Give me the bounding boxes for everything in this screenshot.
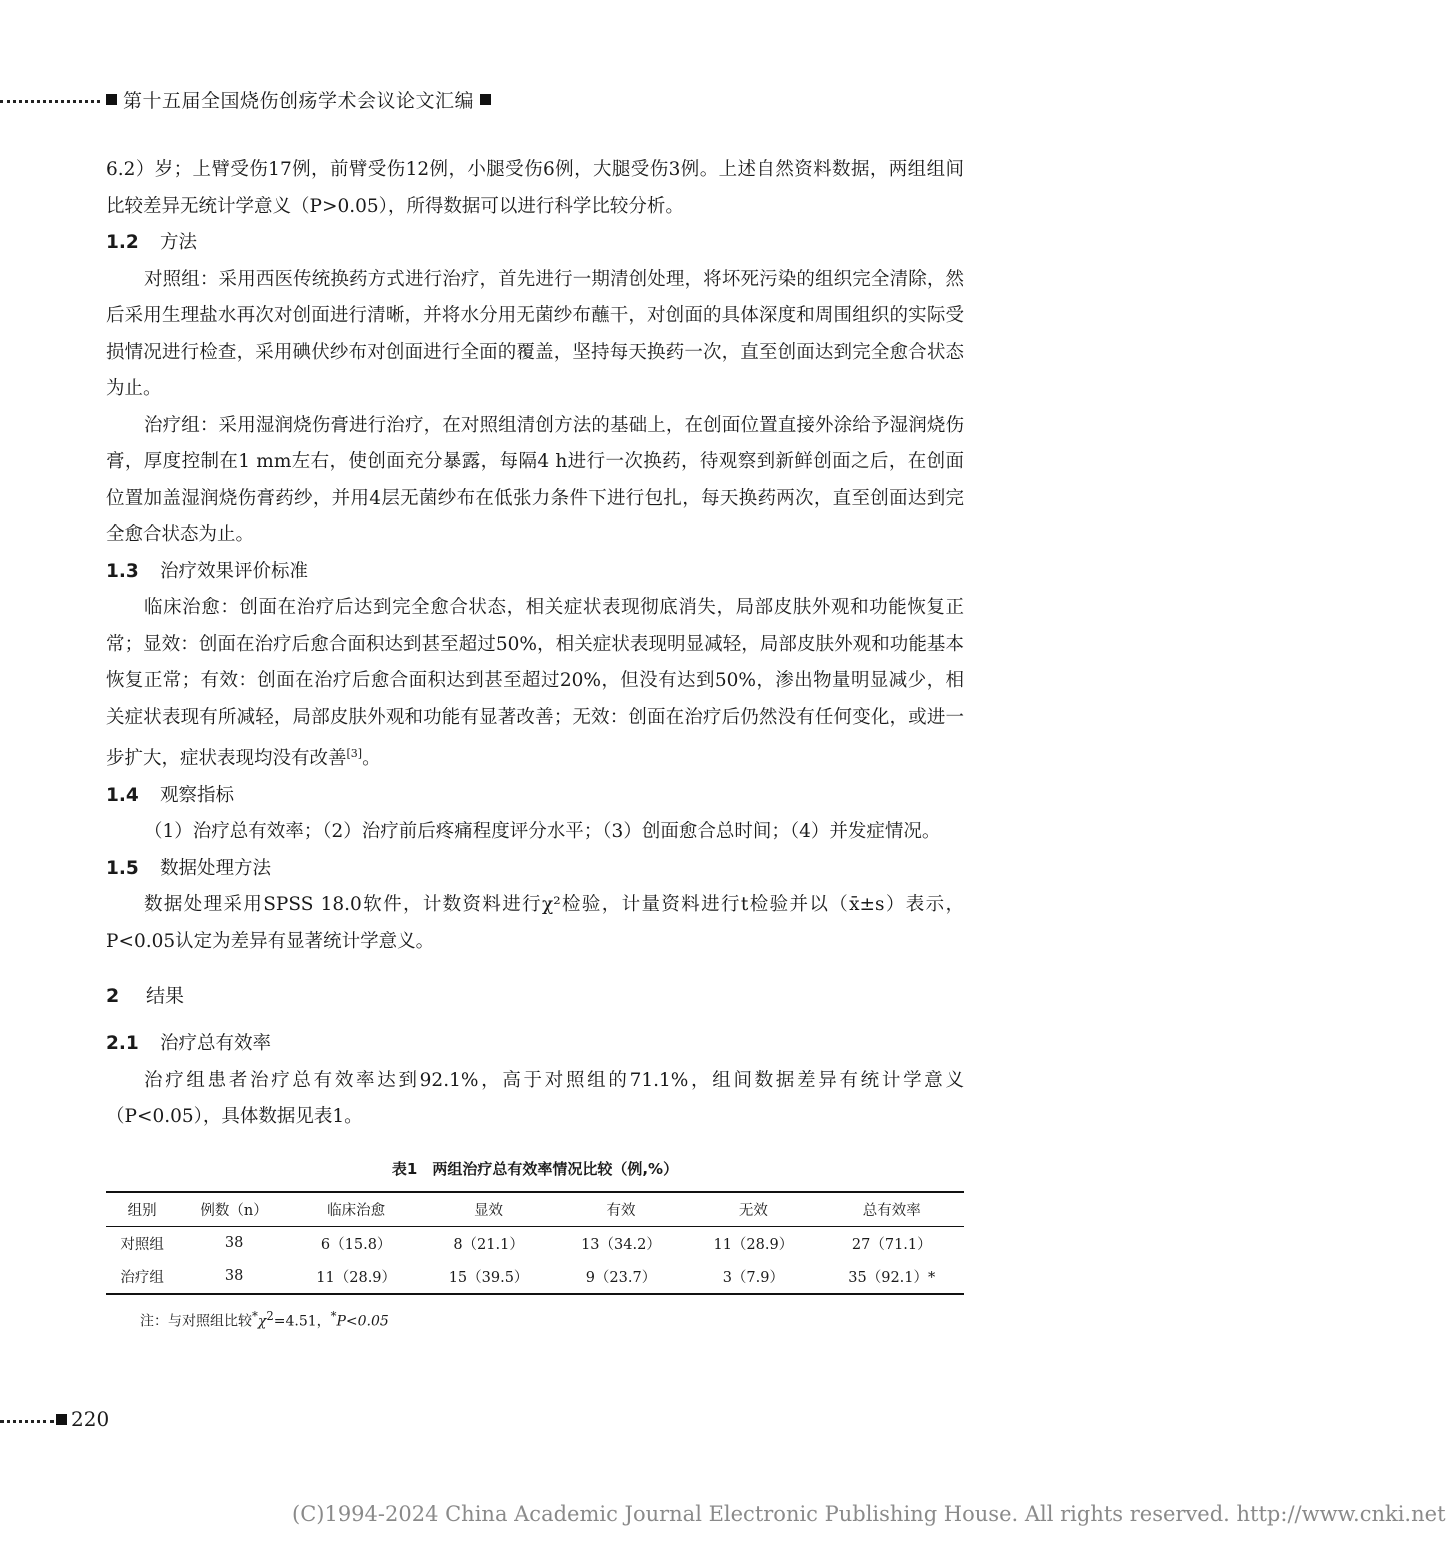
note-p: P<0.05 <box>336 1313 389 1330</box>
paragraph: 6.2）岁；上臂受伤17例，前臂受伤12例，小腿受伤6例，大腿受伤3例。上述自然资料数据，两组组间比较差异无统计学意义（P>0.05），所得数据可以进行科学比较分析。 <box>106 159 964 217</box>
paragraph: 数据处理采用SPSS 18.0软件，计数资料进行χ²检验，计量资料进行t检验并以（x̄±s）表示，P<0.05认定为差异有显著统计学意义。 <box>106 894 964 952</box>
table-cell: 3（7.9） <box>722 1269 784 1286</box>
table-cell: 11（28.9） <box>713 1236 794 1253</box>
paragraph: 治疗组患者治疗总有效率达到92.1%，高于对照组的71.1%，组间数据差异有统计学意义（P<0.05），具体数据见表1。 <box>106 1069 964 1128</box>
col-header: 有效 <box>606 1202 636 1219</box>
col-header: 例数（n） <box>200 1202 268 1219</box>
section-heading <box>106 851 964 888</box>
section-title: 治疗效果评价标准 <box>160 560 309 582</box>
table-cell: 8（21.1） <box>453 1236 524 1253</box>
section-title: 数据处理方法 <box>160 857 272 879</box>
section-number: 1.5 <box>106 857 139 879</box>
paragraph-text: 临床治愈：创面在治疗后达到完全愈合状态，相关症状表现彻底消失，局部皮肤外观和功能恢复正常；显效：创面在治疗后愈合面积达到甚至超过50%，相关症状表现明显减轻，局部皮肤外观和功能基本恢复正常；有效：创面在治疗后愈合面积达到甚至超过20%，但没有达到50%，渗出物量明显减少，相关症状表现有所减轻，局部皮肤外观和功能有显著改善；无效：创面在治疗后仍然没有任何变化，或进一步扩大，症状表现均没有改善 <box>106 597 964 770</box>
table-title: 表1 两组治疗总有效率情况比较（例,%） <box>391 1159 679 1178</box>
section-number: 2 <box>106 985 120 1008</box>
col-header: 临床治愈 <box>327 1202 386 1219</box>
copyright-watermark: (C)1994-2024 China Academic Journal Electronic Publishing House. All rights reserved. http://www.cnki.net <box>292 1502 1446 1526</box>
square-bullet-icon <box>56 1414 67 1425</box>
running-header <box>0 82 500 116</box>
section-title: 治疗总有效率 <box>160 1033 272 1055</box>
section-number: 1.3 <box>106 560 139 582</box>
table-cell: 13（34.2） <box>581 1236 661 1253</box>
square-bullet-icon <box>106 94 117 105</box>
page-footer <box>0 1407 109 1431</box>
paragraph-end: 。 <box>362 748 381 770</box>
table-cell: 15（39.5） <box>448 1269 529 1286</box>
table-row <box>106 1226 964 1260</box>
paragraph: 对照组：采用西医传统换药方式进行治疗，首先进行一期清创处理，将坏死污染的组织完全清除，然后采用生理盐水再次对创面进行清晰，并将水分用无菌纱布蘸干，对创面的具体深度和周围组织的实际受损情况进行检查，采用碘伏纱布对创面进行全面的覆盖，坚持每天换药一次，直至创面达到完全愈合状态为止。 <box>106 268 964 399</box>
col-header: 无效 <box>738 1202 768 1219</box>
section-title: 观察指标 <box>160 784 235 806</box>
results-table <box>106 1191 964 1295</box>
table-cell: 38 <box>224 1235 244 1252</box>
body-text <box>106 152 964 1330</box>
citation-ref: [3] <box>346 747 363 760</box>
table-cell: 35（92.1）* <box>848 1269 936 1286</box>
chapter-heading <box>106 978 964 1014</box>
col-header: 组别 <box>127 1202 157 1219</box>
section-number: 1.2 <box>106 232 139 253</box>
square-bullet-icon <box>480 94 491 105</box>
table-cell: 6（15.8） <box>320 1236 392 1253</box>
note-sup: 2 <box>266 1308 274 1323</box>
note-mid: =4.51， <box>273 1313 331 1330</box>
section-number: 1.4 <box>106 784 139 806</box>
section-heading <box>106 778 964 815</box>
table-cell: 9（23.7） <box>585 1269 657 1286</box>
table-cell: 38 <box>224 1268 244 1285</box>
note-mark: * <box>330 1308 337 1323</box>
col-header: 总有效率 <box>862 1202 921 1219</box>
table-header-row <box>106 1192 964 1227</box>
section-heading <box>106 1026 964 1063</box>
footer-dotted-rule <box>0 1420 54 1423</box>
section-title: 结果 <box>146 985 185 1008</box>
note-chi: χ <box>257 1313 267 1330</box>
table-cell: 对照组 <box>120 1236 164 1253</box>
section-heading <box>106 225 964 262</box>
header-dotted-rule <box>0 100 100 103</box>
table-row <box>106 1260 964 1294</box>
paragraph <box>106 590 964 778</box>
col-header: 显效 <box>474 1202 504 1219</box>
note-mark: * <box>252 1308 258 1323</box>
table-cell: 27（71.1） <box>851 1236 932 1253</box>
page-number: 220 <box>71 1407 110 1431</box>
section-heading <box>106 554 964 591</box>
table-cell: 治疗组 <box>120 1269 164 1286</box>
paragraph: （1）治疗总有效率；（2）治疗前后疼痛程度评分水平；（3）创面愈合总时间；（4）并发症情况。 <box>144 821 941 843</box>
table-note <box>106 1309 964 1331</box>
table-cell: 11（28.9） <box>316 1269 397 1286</box>
section-number: 2.1 <box>106 1033 139 1055</box>
header-title: 第十五届全国烧伤创疡学术会议论文汇编 <box>123 89 475 112</box>
note-prefix: 注：与对照组比较 <box>140 1313 252 1330</box>
paragraph: 治疗组：采用湿润烧伤膏进行治疗，在对照组清创方法的基础上，在创面位置直接外涂给予湿润烧伤膏，厚度控制在1 mm左右，使创面充分暴露，每隔4 h进行一次换药，待观察到新鲜创面之后，在创面位置加盖湿润烧伤膏药纱，并用4层无菌纱布在低张力条件下进行包扎，每天换药两次，直至创面达到完全愈合状态为止。 <box>106 414 964 545</box>
section-title: 方法 <box>160 232 198 253</box>
